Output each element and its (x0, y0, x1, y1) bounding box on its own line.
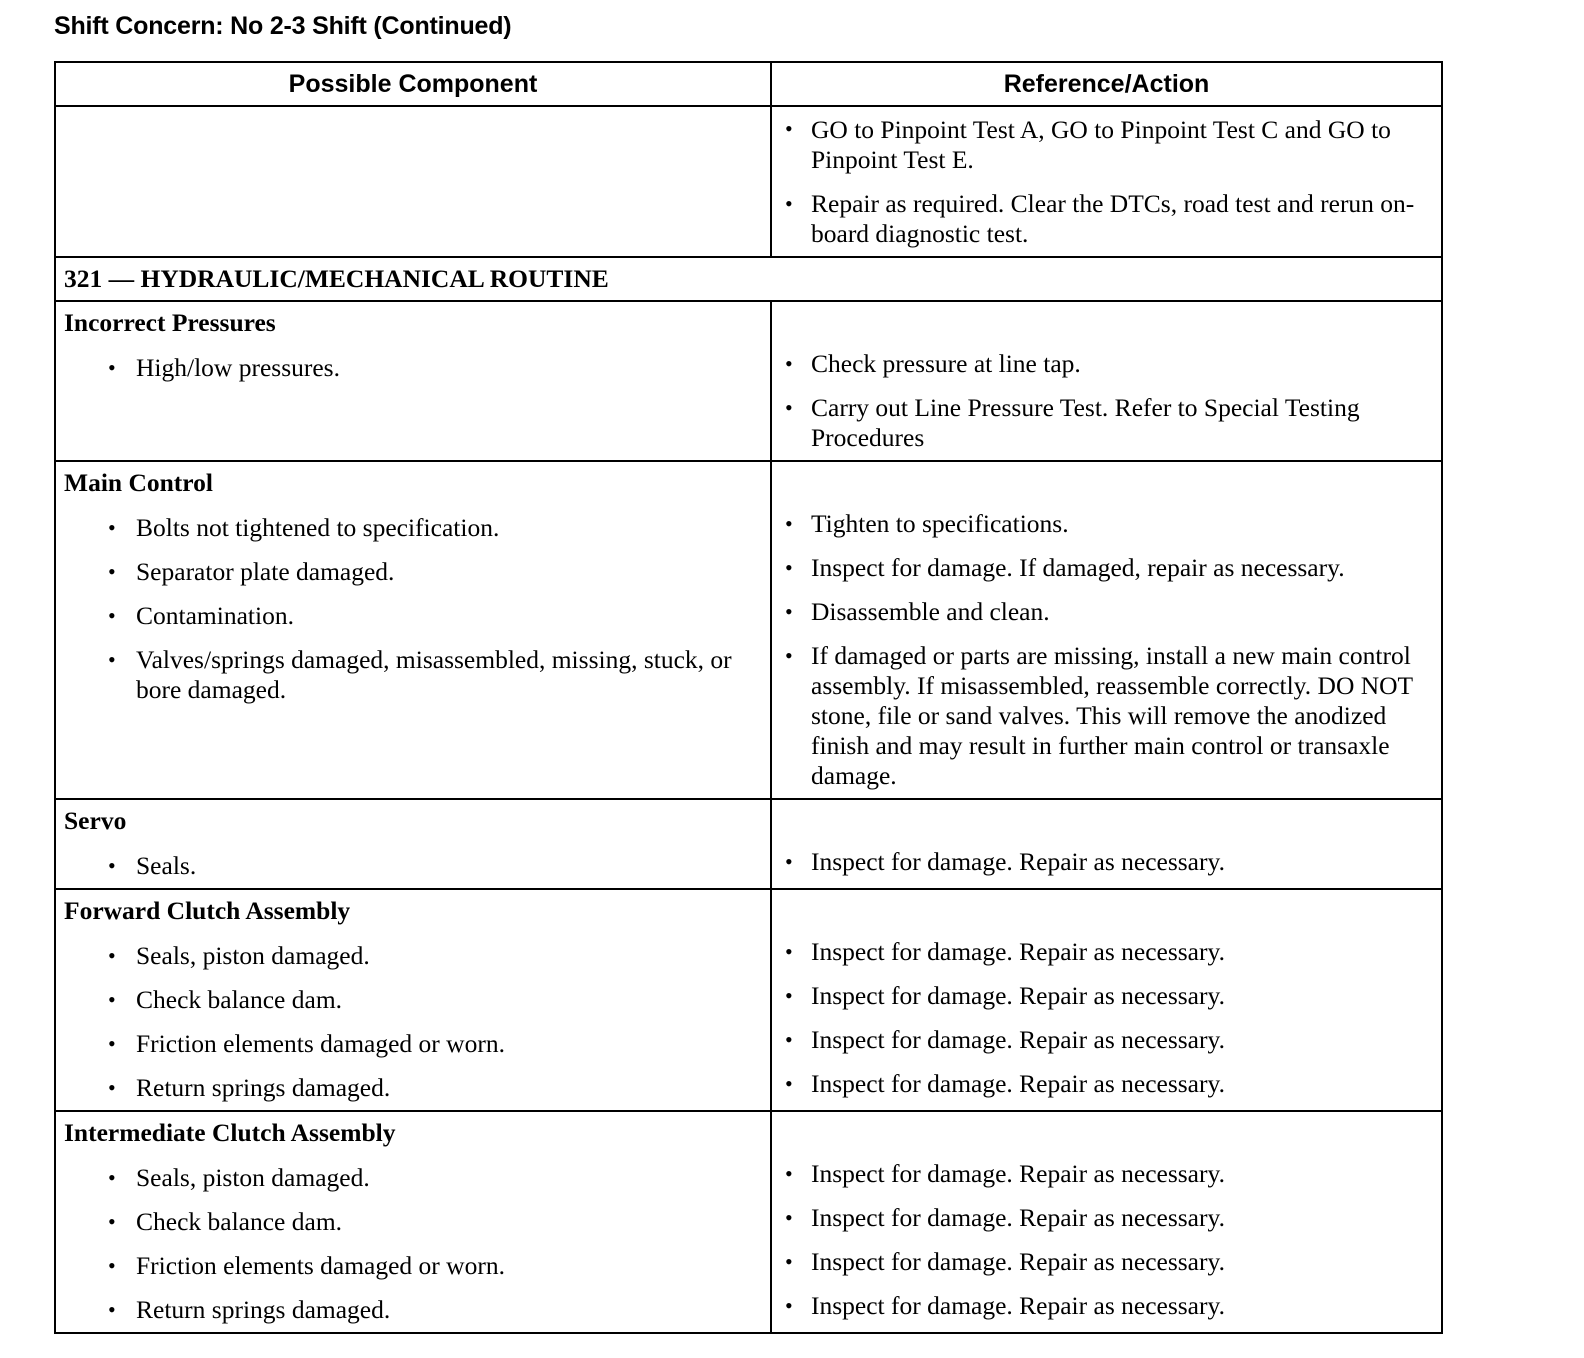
bullet-marker: • (785, 511, 793, 536)
table-body (55, 106, 1442, 1333)
bullet-marker: • (108, 647, 116, 672)
bullet-marker: • (108, 559, 116, 584)
bullet-marker: • (108, 1165, 116, 1190)
action-item (772, 546, 1441, 590)
bullet-marker: • (785, 983, 793, 1008)
action-item-text: Inspect for damage. Repair as necessary. (811, 1159, 1225, 1188)
component-group-row (55, 799, 1442, 889)
group-heading: Main Control (64, 468, 213, 497)
page-title: Shift Concern: No 2-3 Shift (Continued) (54, 12, 512, 40)
component-item-text: Contamination. (136, 601, 294, 630)
bullet-marker: • (785, 849, 793, 874)
heading-spacer (772, 800, 1441, 840)
component-cell (55, 1111, 771, 1333)
section-row (55, 257, 1442, 301)
component-cell (55, 106, 771, 257)
component-item (56, 594, 770, 638)
heading-spacer (772, 462, 1441, 502)
action-item-text: Inspect for damage. Repair as necessary. (811, 1291, 1225, 1320)
action-item-text: GO to Pinpoint Test A, GO to Pinpoint Test C and GO to Pinpoint Test E. (811, 115, 1391, 174)
action-item (772, 1152, 1441, 1196)
bullet-marker: • (785, 599, 793, 624)
action-item (772, 840, 1441, 884)
component-item-text: High/low pressures. (136, 353, 340, 382)
action-item-text: Disassemble and clean. (811, 597, 1050, 626)
component-group-row (55, 301, 1442, 461)
group-heading: Intermediate Clutch Assembly (64, 1118, 396, 1147)
component-cell (55, 889, 771, 1111)
component-item-text: Check balance dam. (136, 1207, 343, 1236)
component-item (56, 1200, 770, 1244)
action-item (772, 974, 1441, 1018)
action-item-text: Inspect for damage. Repair as necessary. (811, 847, 1225, 876)
component-item-text: Return springs damaged. (136, 1073, 391, 1102)
action-cell (771, 301, 1442, 461)
action-item-text: Inspect for damage. Repair as necessary. (811, 1203, 1225, 1232)
action-cell (771, 461, 1442, 799)
bullet-marker: • (108, 515, 116, 540)
bullet-marker: • (108, 1297, 116, 1322)
action-item-text: Repair as required. Clear the DTCs, road test and rerun on-board diagnostic test. (811, 189, 1415, 248)
component-cell (55, 461, 771, 799)
bullet-marker: • (108, 1031, 116, 1056)
bullet-marker: • (785, 1071, 793, 1096)
action-cell (771, 106, 1442, 257)
component-item (56, 638, 770, 712)
action-item (772, 1284, 1441, 1328)
component-item-text: Valves/springs damaged, misassembled, missing, stuck, or bore damaged. (136, 645, 732, 704)
group-heading: Incorrect Pressures (64, 308, 276, 337)
bullet-marker: • (108, 355, 116, 380)
action-item (772, 1240, 1441, 1284)
group-heading: Servo (64, 806, 127, 835)
component-item (56, 934, 770, 978)
action-item-text: Carry out Line Pressure Test. Refer to Special Testing Procedures (811, 393, 1360, 452)
action-item-text: Inspect for damage. Repair as necessary. (811, 1025, 1225, 1054)
bullet-marker: • (108, 943, 116, 968)
action-item-text: Inspect for damage. Repair as necessary. (811, 937, 1225, 966)
action-item-text: Inspect for damage. If damaged, repair as necessary. (811, 553, 1345, 582)
action-item (772, 502, 1441, 546)
bullet-marker: • (785, 643, 793, 668)
component-item (56, 550, 770, 594)
component-item (56, 978, 770, 1022)
component-item-text: Seals. (136, 851, 197, 880)
bullet-marker: • (785, 1293, 793, 1318)
component-item (56, 1022, 770, 1066)
bullet-marker: • (785, 191, 793, 216)
action-cell (771, 799, 1442, 889)
bullet-marker: • (108, 603, 116, 628)
bullet-marker: • (108, 1075, 116, 1100)
action-item-text: Inspect for damage. Repair as necessary. (811, 981, 1225, 1010)
component-item-text: Separator plate damaged. (136, 557, 395, 586)
action-item-text: If damaged or parts are missing, install a new main control assembly. If misassembled, reassemble correctly. DO NOT stone, file or sand valves. This will remove the anodized finish and may result in further main control or transaxle damage. (811, 641, 1413, 790)
action-item (772, 1018, 1441, 1062)
bullet-marker: • (785, 555, 793, 580)
bullet-marker: • (785, 1027, 793, 1052)
component-group-row (55, 889, 1442, 1111)
group-heading: Forward Clutch Assembly (64, 896, 351, 925)
continued-row (55, 106, 1442, 257)
action-item-text: Inspect for damage. Repair as necessary. (811, 1247, 1225, 1276)
component-item (56, 506, 770, 550)
action-item (772, 634, 1441, 798)
bullet-marker: • (785, 1205, 793, 1230)
component-group-row (55, 461, 1442, 799)
component-item (56, 1066, 770, 1110)
table-header-row (55, 62, 1442, 106)
component-item (56, 844, 770, 888)
action-item-text: Inspect for damage. Repair as necessary. (811, 1069, 1225, 1098)
bullet-marker: • (108, 987, 116, 1012)
bullet-marker: • (785, 1161, 793, 1186)
heading-spacer (772, 890, 1441, 930)
component-item (56, 1156, 770, 1200)
component-item-text: Seals, piston damaged. (136, 941, 370, 970)
heading-spacer (772, 302, 1441, 342)
diagnostic-table (54, 61, 1443, 1334)
component-item-text: Friction elements damaged or worn. (136, 1251, 505, 1280)
component-cell (55, 301, 771, 461)
heading-spacer (772, 1112, 1441, 1152)
action-item-text: Tighten to specifications. (811, 509, 1069, 538)
header-possible-component: Possible Component (55, 62, 771, 106)
bullet-marker: • (108, 853, 116, 878)
bullet-marker: • (108, 1209, 116, 1234)
action-item (772, 1196, 1441, 1240)
action-cell (771, 1111, 1442, 1333)
component-item-text: Seals, piston damaged. (136, 1163, 370, 1192)
action-item (772, 386, 1441, 460)
component-item-text: Bolts not tightened to specification. (136, 513, 500, 542)
action-item (772, 182, 1441, 256)
component-cell (55, 799, 771, 889)
bullet-marker: • (785, 351, 793, 376)
component-item-text: Friction elements damaged or worn. (136, 1029, 505, 1058)
action-item (772, 342, 1441, 386)
bullet-marker: • (785, 1249, 793, 1274)
action-cell (771, 889, 1442, 1111)
action-item (772, 1062, 1441, 1106)
component-item-text: Return springs damaged. (136, 1295, 391, 1324)
header-reference-action: Reference/Action (771, 62, 1442, 106)
bullet-marker: • (785, 116, 793, 141)
section-heading: 321 — HYDRAULIC/MECHANICAL ROUTINE (55, 257, 1442, 301)
action-item (772, 930, 1441, 974)
component-item (56, 1288, 770, 1332)
bullet-marker: • (785, 395, 793, 420)
bullet-marker: • (108, 1253, 116, 1278)
bullet-marker: • (785, 939, 793, 964)
component-item (56, 1244, 770, 1288)
action-item (772, 107, 1441, 182)
component-item (56, 346, 770, 390)
action-item (772, 590, 1441, 634)
action-item-text: Check pressure at line tap. (811, 349, 1081, 378)
component-group-row (55, 1111, 1442, 1333)
component-item-text: Check balance dam. (136, 985, 343, 1014)
